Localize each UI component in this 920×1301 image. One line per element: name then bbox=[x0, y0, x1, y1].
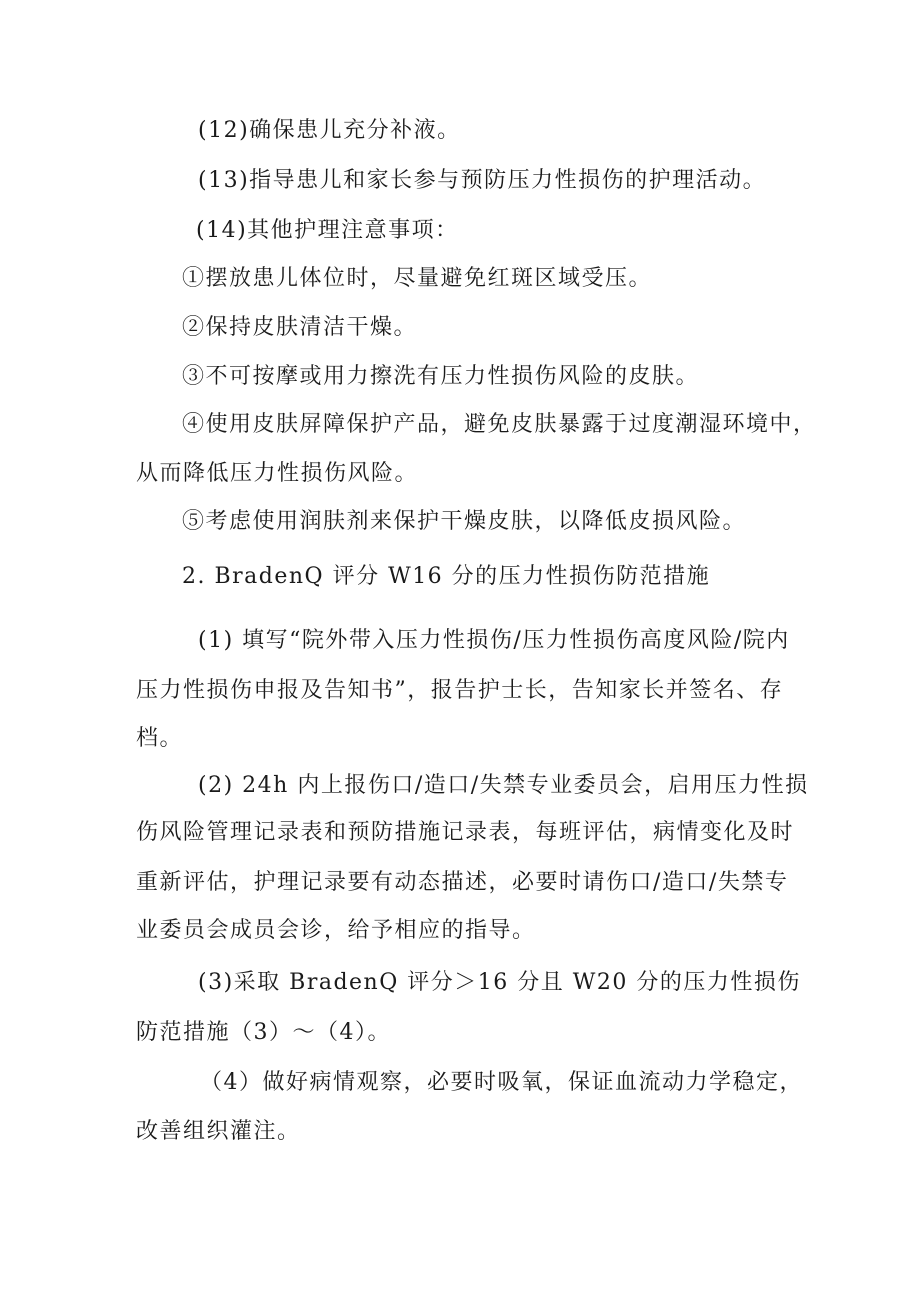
list-item: ③不可按摩或用力擦洗有压力性损伤风险的皮肤。 bbox=[182, 364, 700, 389]
paragraph-line: (3)采取 BradenQ 评分＞16 分且 W20 分的压力性损伤 bbox=[198, 970, 801, 995]
paragraph-line: 业委员会成员会诊，给予相应的指导。 bbox=[136, 918, 536, 943]
paragraph-line: 压力性损伤申报及告知书”，报告护士长，告知家长并签名、存 bbox=[136, 678, 784, 703]
list-item: ①摆放患儿体位时，尽量避免红斑区域受压。 bbox=[182, 266, 653, 291]
paragraph-line: 防范措施（3）～（4）。 bbox=[136, 1020, 391, 1045]
list-item-continuation: 从而降低压力性损伤风险。 bbox=[136, 461, 419, 486]
paragraph-line: (1) 填写“院外带入压力性损伤/压力性损伤高度风险/院内 bbox=[198, 628, 790, 653]
paragraph-line: 档。 bbox=[136, 726, 184, 751]
list-item: ④使用皮肤屏障保护产品，避免皮肤暴露于过度潮湿环境中， bbox=[182, 412, 817, 437]
list-item: ⑤考虑使用润肤剂来保护干燥皮肤，以降低皮损风险。 bbox=[182, 509, 747, 534]
list-item: ②保持皮肤清洁干燥。 bbox=[182, 315, 418, 340]
paragraph-line: (14)其他护理注意事项： bbox=[196, 218, 459, 243]
section-heading: 2. BradenQ 评分 W16 分的压力性损伤防范措施 bbox=[182, 564, 711, 589]
paragraph-line: 改善组织灌注。 bbox=[136, 1119, 301, 1144]
paragraph-line: 重新评估，护理记录要有动态描述，必要时请伤口/造口/失禁专 bbox=[136, 870, 789, 895]
paragraph-line: (2) 24h 内上报伤口/造口/失禁专业委员会，启用压力性损 bbox=[198, 773, 809, 798]
paragraph-line: (12)确保患儿充分补液。 bbox=[198, 118, 461, 143]
paragraph-line: 伤风险管理记录表和预防措施记录表，每班评估，病情变化及时 bbox=[136, 820, 795, 845]
paragraph-line: （4）做好病情观察，必要时吸氧，保证血流动力学稳定， bbox=[200, 1070, 803, 1095]
paragraph-line: (13)指导患儿和家长参与预防压力性损伤的护理活动。 bbox=[198, 168, 767, 193]
